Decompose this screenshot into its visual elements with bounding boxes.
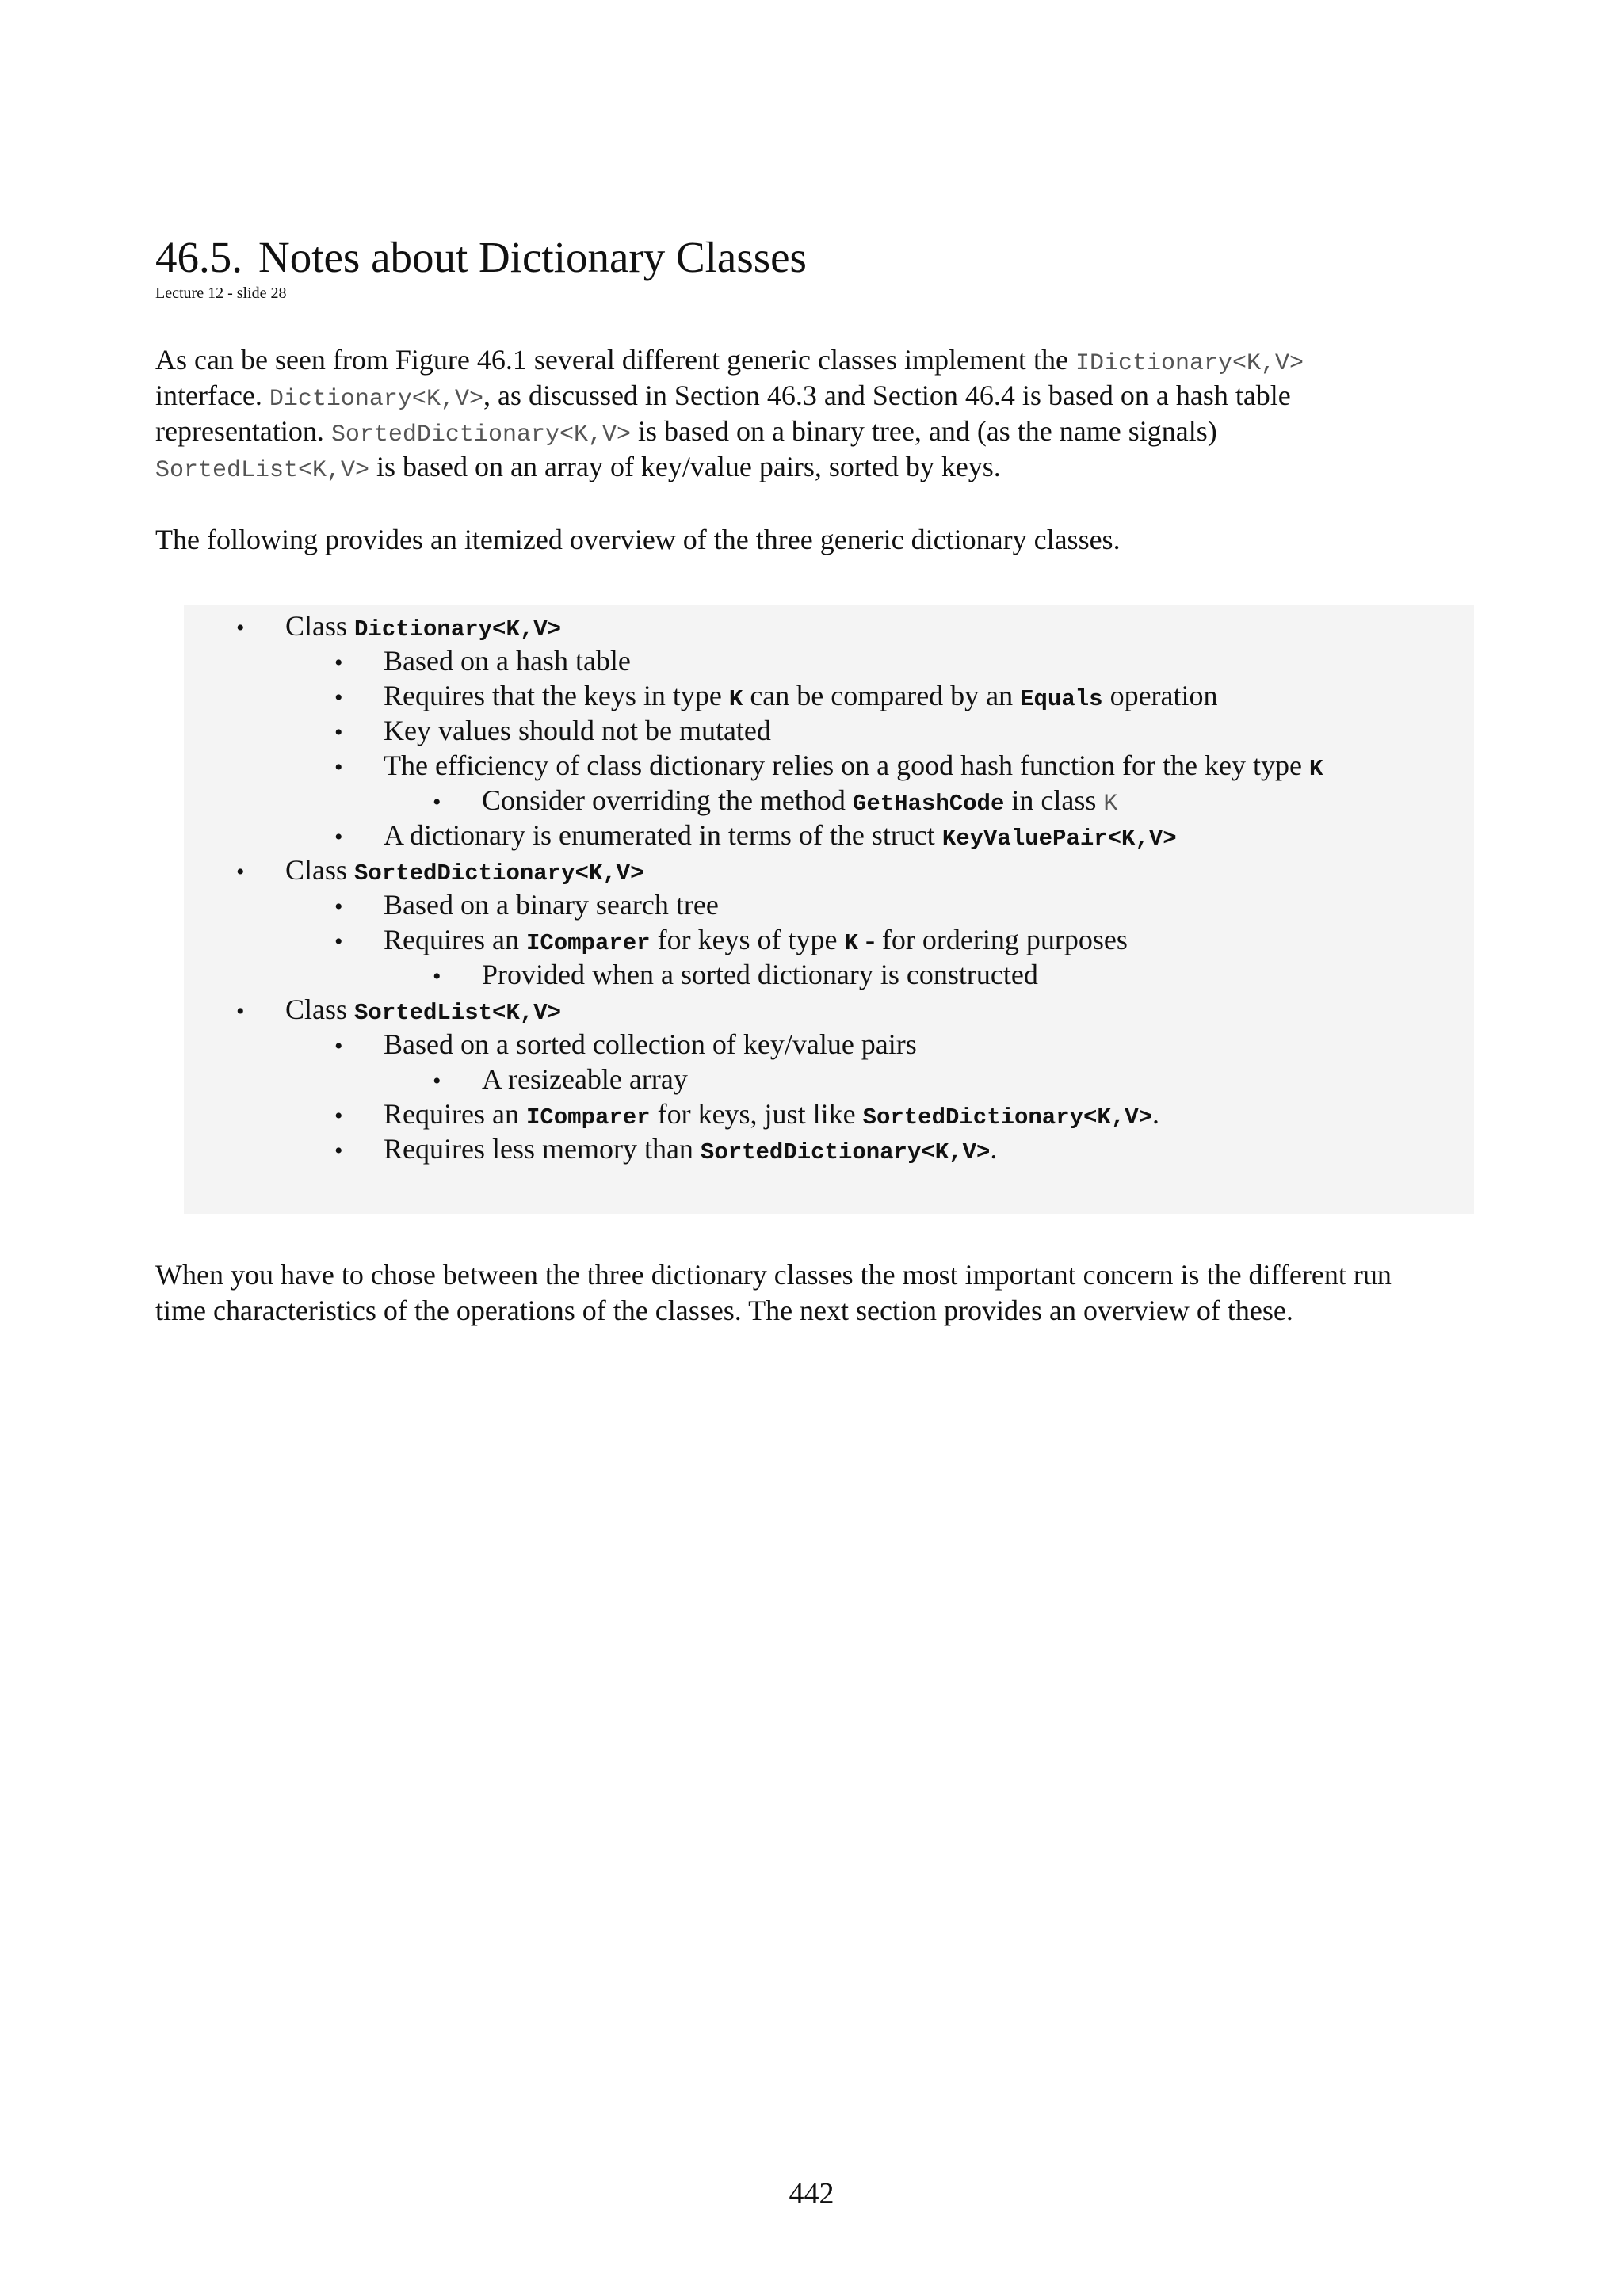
code-term: IDictionary<K,V> (1075, 350, 1304, 377)
code-term: IComparer (525, 930, 651, 956)
list-item (384, 1131, 997, 1170)
code-term: Dictionary<K,V> (354, 616, 562, 643)
item-text: can be compared by an (743, 680, 1021, 711)
item-text: . (1152, 1098, 1160, 1130)
list-item (384, 748, 1323, 787)
code-term: K (1103, 791, 1118, 818)
code-term: K (1308, 756, 1323, 782)
item-text: Class (285, 610, 355, 642)
intro-paragraph (155, 342, 1304, 485)
item-text: for keys, just like (650, 1098, 863, 1130)
bullet-marker: • (334, 650, 343, 676)
list-item: Key values should not be mutated (384, 715, 771, 746)
item-text: Requires less memory than (384, 1133, 701, 1165)
code-term: K (844, 930, 858, 956)
section-title: Notes about Dictionary Classes (258, 233, 807, 281)
intro-line (155, 414, 1304, 449)
item-text: in class (1004, 784, 1104, 816)
list-item (285, 992, 561, 1031)
closing-paragraph (155, 1257, 1392, 1329)
item-text: Consider overriding the method (482, 784, 853, 816)
list-item (384, 922, 1128, 961)
list-item (285, 852, 643, 891)
intro-text: is based on a binary tree, and (as the name signals) (630, 415, 1217, 447)
code-term: SortedDictionary<K,V> (330, 421, 631, 448)
list-item: Based on a hash table (384, 645, 631, 677)
intro-line (155, 449, 1304, 485)
intro-line (155, 378, 1304, 414)
bullet-marker: • (334, 754, 343, 780)
list-item (384, 1097, 1159, 1135)
item-text: - for ordering purposes (857, 924, 1128, 955)
code-term: Dictionary<K,V> (269, 386, 483, 413)
list-item: Based on a sorted collection of key/value pairs (384, 1028, 917, 1060)
code-term: KeyValuePair<K,V> (941, 826, 1177, 852)
bullet-marker: • (236, 615, 245, 641)
item-text: operation (1102, 680, 1218, 711)
closing-line: time characteristics of the operations of the classes. The next section provides an overview of these. (155, 1295, 1293, 1326)
list-item: Based on a binary search tree (384, 889, 719, 921)
bullet-marker: • (334, 894, 343, 920)
list-item (384, 818, 1177, 856)
intro-text: is based on an array of key/value pairs, sorted by keys. (369, 451, 1001, 482)
code-term: SortedDictionary<K,V> (354, 860, 644, 887)
closing-line: When you have to chose between the three dictionary classes the most important concern is the different run (155, 1259, 1392, 1291)
code-term: Equals (1020, 686, 1103, 712)
intro-text: As can be seen from Figure 46.1 several different generic classes implement the (155, 344, 1075, 376)
list-item: A resizeable array (482, 1063, 688, 1095)
item-text: Requires an (384, 924, 526, 955)
intro-text: interface. (155, 379, 269, 411)
bullet-marker: • (334, 719, 343, 746)
code-term: IComparer (525, 1104, 651, 1131)
bullet-marker: • (334, 929, 343, 955)
code-term: SortedDictionary<K,V> (700, 1139, 991, 1165)
list-item (482, 783, 1117, 822)
intro-text: representation. (155, 415, 331, 447)
bullet-marker: • (334, 1138, 343, 1164)
bullet-marker: • (334, 824, 343, 850)
bullet-marker: • (334, 1033, 343, 1059)
item-text: Requires an (384, 1098, 526, 1130)
overview-paragraph: The following provides an itemized overview of the three generic dictionary classes. (155, 524, 1121, 555)
code-term: SortedList<K,V> (354, 1000, 562, 1026)
list-item: Provided when a sorted dictionary is constructed (482, 959, 1038, 990)
slide-reference: Lecture 12 - slide 28 (155, 284, 287, 302)
list-item (285, 608, 561, 647)
section-heading (155, 231, 807, 284)
code-term: K (728, 686, 743, 712)
item-text: Requires that the keys in type (384, 680, 729, 711)
code-term: SortedList<K,V> (155, 457, 370, 484)
item-text: The efficiency of class dictionary relies on a good hash function for the key type (384, 749, 1309, 781)
code-term: SortedDictionary<K,V> (862, 1104, 1153, 1131)
bullet-marker: • (433, 789, 441, 815)
intro-line (155, 342, 1304, 378)
section-number: 46.5. (155, 233, 242, 281)
bullet-marker: • (334, 1103, 343, 1129)
bullet-marker: • (236, 998, 245, 1024)
bullet-marker: • (236, 859, 245, 885)
list-item (384, 678, 1218, 717)
bullet-marker: • (433, 1068, 441, 1094)
page-number: 442 (789, 2177, 834, 2210)
bullet-marker: • (334, 685, 343, 711)
bullet-marker: • (433, 963, 441, 990)
code-term: GetHashCode (852, 791, 1005, 817)
item-text: . (990, 1133, 998, 1165)
intro-text: , as discussed in Section 46.3 and Section 46.4 is based on a hash table (483, 379, 1291, 411)
item-text: A dictionary is enumerated in terms of the struct (384, 819, 942, 851)
item-text: Class (285, 994, 355, 1025)
item-text: Class (285, 854, 355, 886)
item-text: for keys of type (650, 924, 845, 955)
